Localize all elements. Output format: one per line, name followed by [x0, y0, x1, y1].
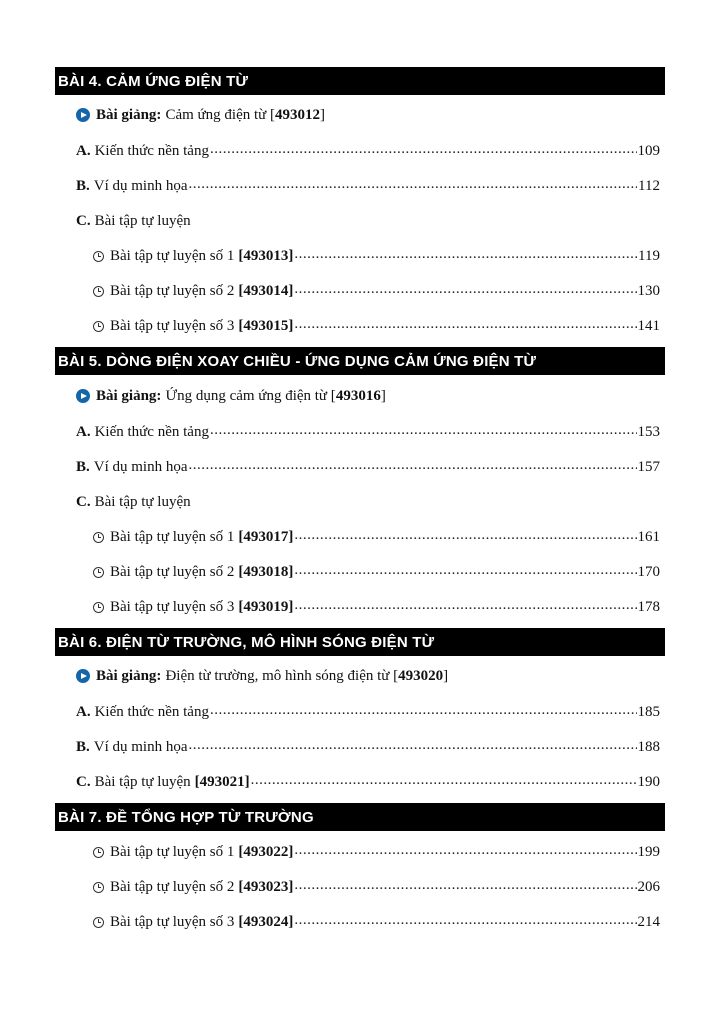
lecture-close-bracket: ] — [443, 667, 449, 684]
toc-entry[interactable] — [76, 771, 660, 793]
clock-icon — [93, 847, 104, 858]
entry-letter: B. — [76, 738, 90, 755]
lecture-title: Ứng dụng cảm ứng điện từ [ — [165, 387, 336, 404]
exercise-text: Bài tập tự luyện số 1 — [110, 247, 235, 264]
exercise-entry[interactable] — [93, 245, 660, 267]
section-title: BÀI 7. ĐỀ TỔNG HỢP TỪ TRƯỜNG — [58, 808, 314, 826]
entry-text: Ví dụ minh họa — [93, 738, 188, 755]
exercise-code: [493024] — [238, 913, 294, 930]
page-number: 214 — [637, 913, 660, 930]
entry-letter: B. — [76, 458, 90, 475]
lecture-code: 493020 — [398, 667, 444, 684]
dot-leader — [210, 701, 637, 723]
lecture-label: Bài giảng: — [96, 387, 162, 404]
dot-leader — [294, 841, 636, 863]
entry-text: Kiến thức nền tảng — [94, 423, 209, 440]
exercise-text: Bài tập tự luyện số 2 — [110, 878, 235, 895]
lecture-close-bracket: ] — [320, 106, 326, 123]
exercise-code: [493018] — [238, 563, 294, 580]
exercise-entry[interactable] — [93, 315, 660, 337]
exercise-code: [493013] — [238, 247, 294, 264]
exercise-entry[interactable] — [93, 526, 660, 548]
page-number: 188 — [637, 738, 660, 755]
entry-text: Kiến thức nền tảng — [94, 142, 209, 159]
lecture-title: Cảm ứng điện từ [ — [165, 106, 276, 123]
toc-entry[interactable] — [76, 175, 660, 197]
clock-icon — [93, 882, 104, 893]
exercise-code: [493015] — [238, 317, 294, 334]
exercise-code: [493023] — [238, 878, 294, 895]
page-number: 109 — [637, 142, 660, 159]
dot-leader — [294, 315, 636, 337]
entry-text: Bài tập tự luyện — [94, 493, 191, 510]
dot-leader — [189, 175, 638, 197]
entry-text: Ví dụ minh họa — [93, 458, 188, 475]
lecture-link[interactable] — [76, 665, 448, 687]
dot-leader — [294, 245, 637, 267]
exercise-code: [493022] — [238, 843, 294, 860]
exercise-text: Bài tập tự luyện số 3 — [110, 913, 235, 930]
dot-leader — [294, 876, 636, 898]
dot-leader — [294, 561, 636, 583]
play-icon — [76, 108, 90, 122]
play-icon — [76, 669, 90, 683]
toc-entry — [76, 491, 660, 513]
page-number: 141 — [637, 317, 660, 334]
page-number: 161 — [637, 528, 660, 545]
clock-icon — [93, 532, 104, 543]
exercise-text: Bài tập tự luyện số 1 — [110, 843, 235, 860]
exercise-entry[interactable] — [93, 280, 660, 302]
page-number: 157 — [637, 458, 660, 475]
exercise-entry[interactable] — [93, 876, 660, 898]
page-number: 130 — [637, 282, 660, 299]
entry-letter: C. — [76, 212, 91, 229]
exercise-entry[interactable] — [93, 561, 660, 583]
dot-leader — [210, 140, 637, 162]
clock-icon — [93, 602, 104, 613]
toc-entry[interactable] — [76, 140, 660, 162]
dot-leader — [294, 280, 636, 302]
dot-leader — [294, 596, 636, 618]
section-header — [55, 803, 665, 831]
lecture-link[interactable] — [76, 104, 325, 126]
entry-letter: C. — [76, 493, 91, 510]
entry-letter: C. — [76, 773, 91, 790]
entry-text: Kiến thức nền tảng — [94, 703, 209, 720]
exercise-entry[interactable] — [93, 841, 660, 863]
page-number: 170 — [637, 563, 660, 580]
entry-letter: A. — [76, 703, 91, 720]
entry-text: Bài tập tự luyện — [94, 212, 191, 229]
exercise-code: [493019] — [238, 598, 294, 615]
dot-leader — [189, 736, 637, 758]
exercise-entry[interactable] — [93, 911, 660, 933]
exercise-text: Bài tập tự luyện số 3 — [110, 317, 235, 334]
play-icon — [76, 389, 90, 403]
clock-icon — [93, 567, 104, 578]
dot-leader — [251, 771, 637, 793]
section-header — [55, 67, 665, 95]
lecture-title: Điện từ trường, mô hình sóng điện từ [ — [165, 667, 399, 684]
lecture-link[interactable] — [76, 385, 386, 407]
toc-entry[interactable] — [76, 701, 660, 723]
page-number: 190 — [637, 773, 660, 790]
section-header — [55, 628, 665, 656]
page-number: 119 — [638, 247, 660, 264]
section-title: BÀI 5. DÒNG ĐIỆN XOAY CHIỀU - ỨNG DỤNG CẢM ỨNG ĐIỆN TỪ — [58, 352, 537, 370]
exercise-text: Bài tập tự luyện số 1 — [110, 528, 235, 545]
lecture-code: 493016 — [335, 387, 381, 404]
exercise-code: [493014] — [238, 282, 294, 299]
section-title: BÀI 6. ĐIỆN TỪ TRƯỜNG, MÔ HÌNH SÓNG ĐIỆN TỪ — [58, 633, 435, 651]
dot-leader — [189, 456, 637, 478]
dot-leader — [210, 421, 637, 443]
exercise-text: Bài tập tự luyện số 3 — [110, 598, 235, 615]
lecture-label: Bài giảng: — [96, 667, 162, 684]
toc-entry[interactable] — [76, 456, 660, 478]
entry-letter: A. — [76, 142, 91, 159]
page-number: 112 — [638, 177, 660, 194]
clock-icon — [93, 286, 104, 297]
entry-text: Ví dụ minh họa — [93, 177, 188, 194]
lecture-close-bracket: ] — [380, 387, 386, 404]
clock-icon — [93, 917, 104, 928]
dot-leader — [294, 526, 636, 548]
entry-letter: A. — [76, 423, 91, 440]
exercise-code: [493017] — [238, 528, 294, 545]
page-number: 178 — [637, 598, 660, 615]
clock-icon — [93, 251, 104, 262]
clock-icon — [93, 321, 104, 332]
exercise-text: Bài tập tự luyện số 2 — [110, 282, 235, 299]
lecture-code: 493012 — [275, 106, 321, 123]
section-title: BÀI 4. CẢM ỨNG ĐIỆN TỪ — [58, 72, 249, 90]
toc-entry[interactable] — [76, 421, 660, 443]
page-number: 185 — [637, 703, 660, 720]
entry-text: Bài tập tự luyện — [94, 773, 191, 790]
page-number: 199 — [637, 843, 660, 860]
exercise-entry[interactable] — [93, 596, 660, 618]
toc-entry — [76, 210, 660, 232]
toc-entry[interactable] — [76, 736, 660, 758]
page-number: 206 — [637, 878, 660, 895]
exercise-text: Bài tập tự luyện số 2 — [110, 563, 235, 580]
entry-code: [493021] — [194, 773, 250, 790]
entry-letter: B. — [76, 177, 90, 194]
section-header — [55, 347, 665, 375]
page-number: 153 — [637, 423, 660, 440]
dot-leader — [294, 911, 636, 933]
lecture-label: Bài giảng: — [96, 106, 162, 123]
